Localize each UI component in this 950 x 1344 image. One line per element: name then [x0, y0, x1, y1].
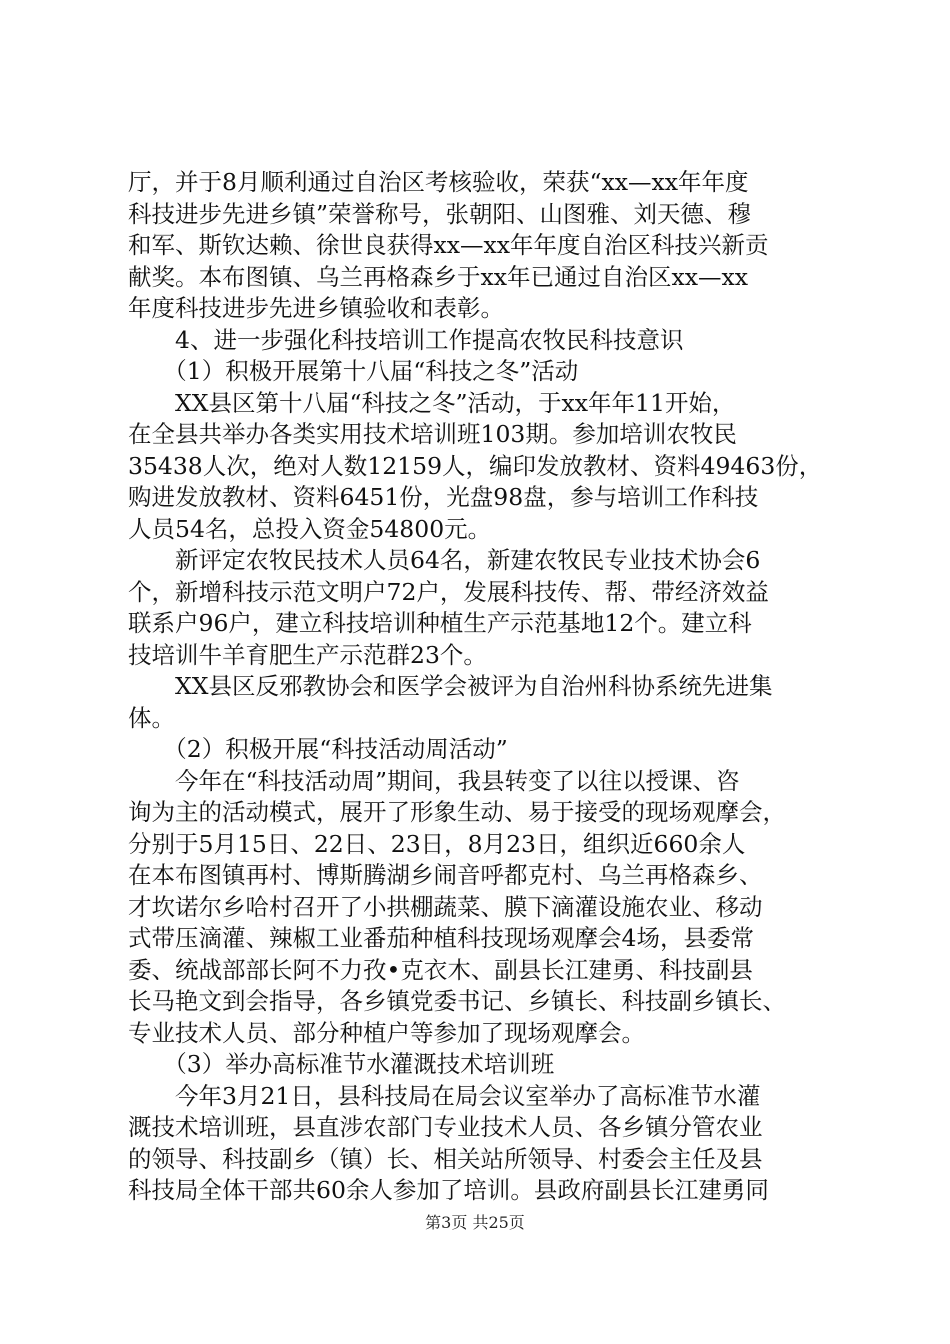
text-line: 35438人次，绝对人数12159人，编印发放教材、资料49463份， — [128, 451, 823, 480]
text-line: 厅，并于8月顺利通过自治区考核验收，荣获“xx—xx年年度 — [128, 168, 749, 196]
page-footer: 第3页 共25页 — [425, 1213, 525, 1232]
text-line: 和军、斯钦达赖、徐世良获得xx—xx年年度自治区科技兴新贡 — [128, 231, 769, 259]
text-line: 购进发放教材、资料6451份，光盘98盘，参与培训工作科技 — [128, 483, 759, 511]
text-line: XX县区第十八届“科技之冬”活动，于xx年年11开始， — [128, 388, 736, 417]
text-line: 科技进步先进乡镇”荣誉称号，张朝阳、山图雅、刘天德、穆 — [128, 199, 752, 228]
text-line: 人员54名，总投入资金54800元。 — [128, 514, 492, 543]
text-line: 式带压滴灌、辣椒工业番茄种植科技现场观摩会4场，县委常 — [128, 924, 754, 952]
text-line: 才坎诺尔乡哈村召开了小拱棚蔬菜、膜下滴灌设施农业、移动 — [128, 892, 763, 921]
text-line: 科技局全体干部共60余人参加了培训。县政府副县长江建勇同 — [128, 1176, 769, 1204]
text-line: 分别于5月15日、22日、23日，8月23日，组织近660余人 — [128, 829, 746, 858]
text-line: 体。 — [128, 703, 175, 732]
text-line: 在本布图镇再村、博斯腾湖乡闹音呼都克村、乌兰再格森乡、 — [128, 861, 763, 889]
text-line: 新评定农牧民技术人员64名，新建农牧民专业技术协会6 — [128, 546, 761, 574]
text-line: 今年3月21日，县科技局在局会议室举办了高标准节水灌 — [128, 1081, 761, 1110]
text-line: 专业技术人员、部分种植户等参加了现场观摩会。 — [128, 1018, 645, 1047]
subsection-heading: （1）积极开展第十八届“科技之冬”活动 — [128, 357, 579, 385]
section-heading: 4、进一步强化科技培训工作提高农牧民科技意识 — [128, 325, 684, 354]
text-line: 委、统战部部长阿不力孜•克衣木、副县长江建勇、科技副县 — [128, 955, 753, 984]
text-line: 联系户96户，建立科技培训种植生产示范基地12个。建立科 — [128, 609, 752, 637]
text-line: XX县区反邪教协会和医学会被评为自治州科协系统先进集 — [128, 672, 773, 700]
text-line: 询为主的活动模式，展开了形象生动、易于接受的现场观摩会， — [128, 798, 786, 826]
text-line: 技培训牛羊育肥生产示范群23个。 — [128, 640, 487, 669]
subsection-heading: （3）举办高标准节水灌溉技术培训班 — [128, 1050, 555, 1078]
text-line: 献奖。本布图镇、乌兰再格森乡于xx年已通过自治区xx—xx — [128, 262, 749, 291]
text-line: 长马艳文到会指导，各乡镇党委书记、乡镇长、科技副乡镇长、 — [128, 987, 786, 1015]
text-line: 今年在“科技活动周”期间，我县转变了以往以授课、咨 — [128, 766, 740, 795]
text-line: 的领导、科技副乡（镇）长、相关站所领导、村委会主任及县 — [128, 1144, 763, 1173]
text-line: 溉技术培训班，县直涉农部门专业技术人员、各乡镇分管农业 — [128, 1113, 763, 1141]
subsection-heading: （2）积极开展“科技活动周活动” — [128, 735, 508, 763]
text-line: 个，新增科技示范文明户72户，发展科技传、帮、带经济效益 — [128, 577, 769, 606]
text-line: 年度科技进步先进乡镇验收和表彰。 — [128, 294, 504, 322]
text-line: 在全县共举办各类实用技术培训班103期。参加培训农牧民 — [128, 420, 737, 448]
